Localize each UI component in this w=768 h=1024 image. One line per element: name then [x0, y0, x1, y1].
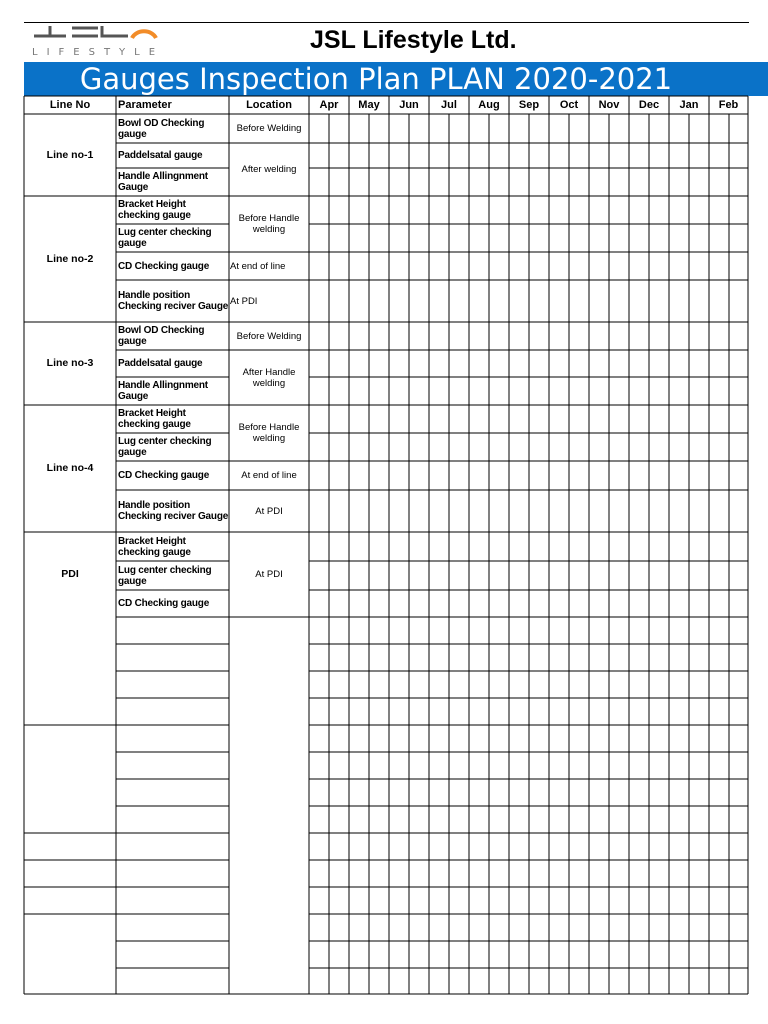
- line-no-label: Line no-2: [46, 252, 94, 265]
- parameter-cell: Lug center checking gauge: [118, 564, 212, 587]
- parameter-cell: Bracket Height checking gauge: [118, 535, 191, 558]
- plan-title-banner: Gauges Inspection Plan PLAN 2020-2021: [24, 62, 768, 96]
- line-no-label: Line no-3: [46, 357, 94, 369]
- month-header-jun: Jun: [399, 98, 419, 111]
- parameter-cell: CD Checking gauge: [118, 598, 210, 609]
- month-header-jan: Jan: [679, 98, 699, 111]
- parameter-cell: Paddelsatal gauge: [118, 150, 203, 161]
- parameter-cell: Handle position Checking reciver Gauge: [118, 500, 229, 522]
- location-cell: At PDI: [255, 569, 283, 580]
- month-header-dec: Dec: [638, 98, 660, 111]
- parameter-cell: Bracket Height checking gauge: [118, 408, 191, 430]
- company-name: JSL Lifestyle Ltd.: [310, 26, 517, 54]
- svg-text:LIFESTYLE: LIFESTYLE: [32, 47, 160, 58]
- location-cell: After welding: [241, 164, 297, 175]
- location-cell: After Handle welding: [242, 366, 296, 389]
- location-cell: At end of line: [241, 470, 297, 481]
- parameter-cell: CD Checking gauge: [118, 470, 210, 481]
- parameter-cell: Lug center checking gauge: [118, 436, 212, 458]
- location-cell: At PDI: [230, 295, 258, 307]
- month-header-jul: Jul: [441, 98, 457, 111]
- line-no-label: PDI: [61, 568, 79, 580]
- month-header-apr: Apr: [319, 98, 339, 111]
- parameter-cell: Bowl OD Checking gauge: [118, 117, 205, 140]
- parameter-cell: Bracket Height checking gauge: [118, 199, 191, 221]
- location-cell: At end of line: [230, 260, 286, 272]
- location-cell: Before Handle welding: [238, 213, 300, 235]
- parameter-cell: CD Checking gauge: [118, 260, 210, 272]
- header-location: Location: [246, 98, 292, 111]
- header-line-no: Line No: [49, 98, 91, 111]
- parameter-cell: Handle Allingnment Gauge: [118, 380, 208, 402]
- month-header-sep: Sep: [518, 98, 540, 111]
- location-cell: At PDI: [255, 505, 283, 517]
- parameter-cell: Handle position Checking reciver Gauge: [118, 290, 229, 312]
- header-parameter: Parameter: [118, 98, 172, 111]
- month-header-aug: Aug: [478, 98, 500, 111]
- line-no-label: Line no-4: [46, 462, 94, 474]
- parameter-cell: Lug center checking gauge: [118, 227, 212, 249]
- location-cell: Before Welding: [236, 123, 302, 134]
- location-cell: Before Welding: [236, 330, 302, 342]
- month-header-oct: Oct: [559, 98, 579, 111]
- line-no-label: Line no-1: [46, 148, 94, 161]
- parameter-cell: Paddelsatal gauge: [118, 358, 203, 369]
- month-header-feb: Feb: [718, 98, 739, 111]
- parameter-cell: Bowl OD Checking gauge: [118, 325, 205, 347]
- location-cell: Before Handle welding: [238, 422, 300, 444]
- month-header-nov: Nov: [598, 98, 620, 111]
- month-header-may: May: [358, 98, 380, 111]
- parameter-cell: Handle Allingnment Gauge: [118, 171, 208, 193]
